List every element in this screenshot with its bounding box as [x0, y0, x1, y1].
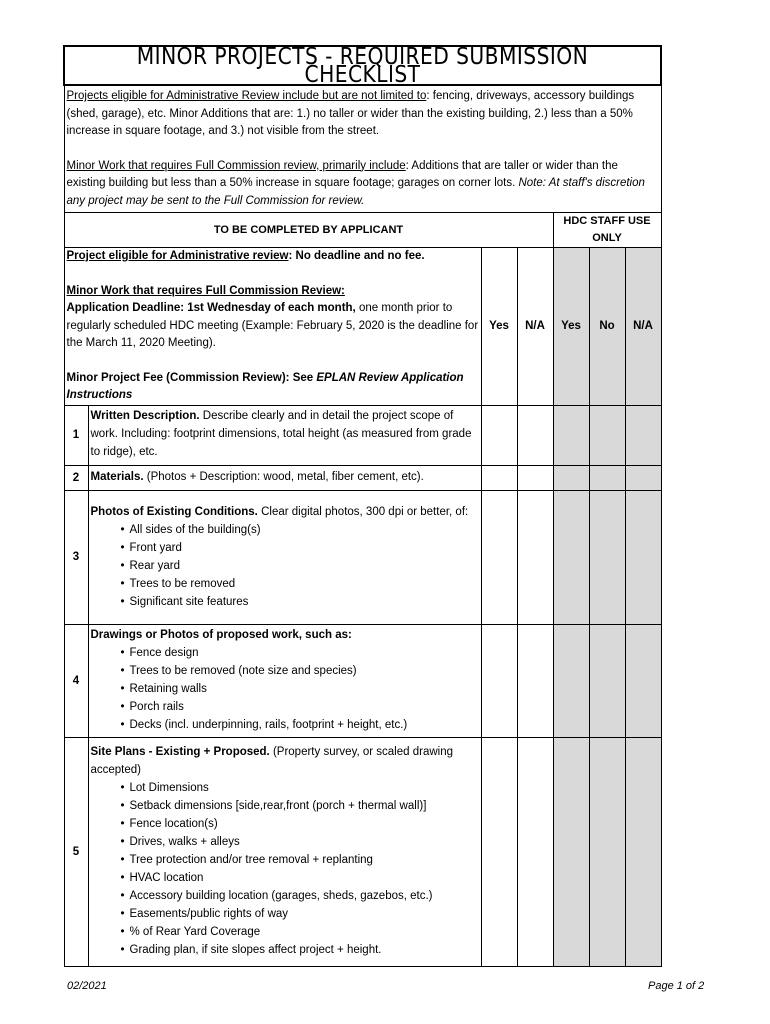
intro-paragraph-admin: Projects eligible for Administrative Review include but are not limited to: fencing, driveways, accessory buildings (shed, garage), etc. Minor Additions that are: 1.) no taller or wider than the existing building, 2.) less than a 50% increase in square footage, and 3.) not visible from the street. [66, 90, 635, 137]
item-bullet-list [91, 521, 479, 611]
staff-yes-checkbox[interactable] [553, 490, 589, 624]
applicant-na-checkbox[interactable] [517, 737, 553, 966]
item-number: 2 [64, 465, 88, 490]
item-number: 3 [64, 490, 88, 624]
staff-discretion-note: Note: At staff's discretion any project may be sent to the Full Commission for review. [66, 177, 645, 207]
staff-yes-checkbox[interactable] [553, 405, 589, 465]
staff-yes-checkbox[interactable] [553, 465, 589, 490]
applicant-section-header: TO BE COMPLETED BY APPLICANT [64, 213, 553, 248]
bullet-item: • Porch rails [121, 698, 479, 716]
applicant-na-checkbox[interactable] [517, 405, 553, 465]
bullet-item: • HVAC location [121, 869, 479, 887]
item-bullet-list [91, 779, 479, 959]
bullet-item: • Accessory building location (garages, sheds, gazebos, etc.) [121, 887, 479, 905]
applicant-yes-checkbox[interactable] [481, 490, 517, 624]
staff-section-header: HDC STAFF USE ONLY [553, 213, 661, 248]
commission-review-heading: Minor Work that requires Full Commission Review: [66, 284, 345, 297]
item-bullet-list [91, 644, 479, 734]
bullet-item: • Tree protection and/or tree removal + replanting [121, 851, 479, 869]
staff-na-checkbox[interactable] [625, 624, 661, 737]
item-description: Materials. (Photos + Description: wood, metal, fiber cement, etc). [88, 465, 481, 490]
item-description: Written Description. Describe clearly and in detail the project scope of work. Including: footprint dimensions, total height (as measured from grade to ridge), etc. [88, 405, 481, 465]
item-description: Site Plans - Existing + Proposed. (Property survey, or scaled drawing accepted) • Lot Dimensions • Setback dimensions [side,rear,front (porch + thermal wall)] • Fence location(s) • Drives, walks + alleys • Tree protection and/or tree removal + replanting • HVAC location • Accessory building location (garages, sheds, gazebos, etc.) • Easements/public rights of way • % of Rear Yard Coverage • Grading plan, if site slopes affect project + height. [88, 737, 481, 966]
staff-na-checkbox[interactable] [625, 465, 661, 490]
checklist-item-2 [64, 465, 661, 490]
bullet-item: • Lot Dimensions [121, 779, 479, 797]
item-number: 4 [64, 624, 88, 737]
staff-no-checkbox[interactable] [589, 737, 625, 966]
bullet-item: • Trees to be removed [121, 575, 479, 593]
bullet-item: • Decks (incl. underpinning, rails, footprint + height, etc.) [121, 716, 479, 734]
page-title: MINOR PROJECTS - REQUIRED SUBMISSION CHECKLIST [64, 46, 661, 85]
applicant-na-checkbox[interactable] [517, 490, 553, 624]
bullet-item: • Fence location(s) [121, 815, 479, 833]
checklist-item-3 [64, 490, 661, 624]
checklist-sheet [63, 45, 660, 967]
bullet-item: • Drives, walks + alleys [121, 833, 479, 851]
staff-no-checkbox[interactable] [589, 490, 625, 624]
bullet-item: • All sides of the building(s) [121, 521, 479, 539]
item-description: Photos of Existing Conditions. Clear digital photos, 300 dpi or better, of: • All sides of the building(s) • Front yard • Rear yard • Trees to be removed • Significant site features [88, 490, 481, 624]
bullet-item: • Easements/public rights of way [121, 905, 479, 923]
staff-yes-column-label: Yes [553, 248, 589, 406]
staff-no-column-label: No [589, 248, 625, 406]
bullet-item: • Setback dimensions [side,rear,front (porch + thermal wall)] [121, 797, 479, 815]
staff-na-column-label: N/A [625, 248, 661, 406]
staff-na-checkbox[interactable] [625, 405, 661, 465]
staff-no-checkbox[interactable] [589, 405, 625, 465]
bullet-item: • Rear yard [121, 557, 479, 575]
bullet-item: • Trees to be removed (note size and species) [121, 662, 479, 680]
bullet-item: • Fence design [121, 644, 479, 662]
item-number: 5 [64, 737, 88, 966]
applicant-yes-checkbox[interactable] [481, 405, 517, 465]
footer-date: 02/2021 [67, 980, 107, 992]
checklist-item-1 [64, 405, 661, 465]
applicant-yes-column-label: Yes [481, 248, 517, 406]
staff-na-checkbox[interactable] [625, 737, 661, 966]
checklist-table [63, 45, 662, 967]
staff-no-checkbox[interactable] [589, 465, 625, 490]
item-description: Drawings or Photos of proposed work, such as: • Fence design • Trees to be removed (note size and species) • Retaining walls • Porch rails • Decks (incl. underpinning, rails, footprint + height, etc.) [88, 624, 481, 737]
bullet-item: • Grading plan, if site slopes affect project + height. [121, 941, 479, 959]
intro-section [64, 85, 661, 213]
applicant-na-column-label: N/A [517, 248, 553, 406]
intro-paragraph-commission: Minor Work that requires Full Commission review, primarily include: Additions that are taller or wider than the existing building but less than a 50% increase in square footage; garages on corner lots. Note: At staff's discretion any project may be sent to the Full Commission for review. [66, 159, 645, 207]
staff-na-checkbox[interactable] [625, 490, 661, 624]
applicant-yes-checkbox[interactable] [481, 465, 517, 490]
checklist-item-5 [64, 737, 661, 966]
applicant-yes-checkbox[interactable] [481, 624, 517, 737]
footer-page-number: Page 1 of 2 [648, 980, 705, 992]
minor-project-fee: Minor Project Fee (Commission Review): See EPLAN Review Application Instructions [66, 371, 464, 401]
project-info [64, 248, 481, 406]
application-deadline: Application Deadline: 1st Wednesday of each month, one month prior to regularly scheduled HDC meeting (Example: February 5, 2020 is the deadline for the March 11, 2020 Meeting). [66, 302, 479, 349]
admin-review-line: Project eligible for Administrative review: No deadline and no fee. [66, 250, 425, 262]
bullet-item: • % of Rear Yard Coverage [121, 923, 479, 941]
staff-yes-checkbox[interactable] [553, 737, 589, 966]
applicant-na-checkbox[interactable] [517, 624, 553, 737]
staff-no-checkbox[interactable] [589, 624, 625, 737]
bullet-item: • Front yard [121, 539, 479, 557]
applicant-na-checkbox[interactable] [517, 465, 553, 490]
staff-yes-checkbox[interactable] [553, 624, 589, 737]
applicant-yes-checkbox[interactable] [481, 737, 517, 966]
bullet-item: • Retaining walls [121, 680, 479, 698]
checklist-item-4 [64, 624, 661, 737]
bullet-item: • Significant site features [121, 593, 479, 611]
item-number: 1 [64, 405, 88, 465]
